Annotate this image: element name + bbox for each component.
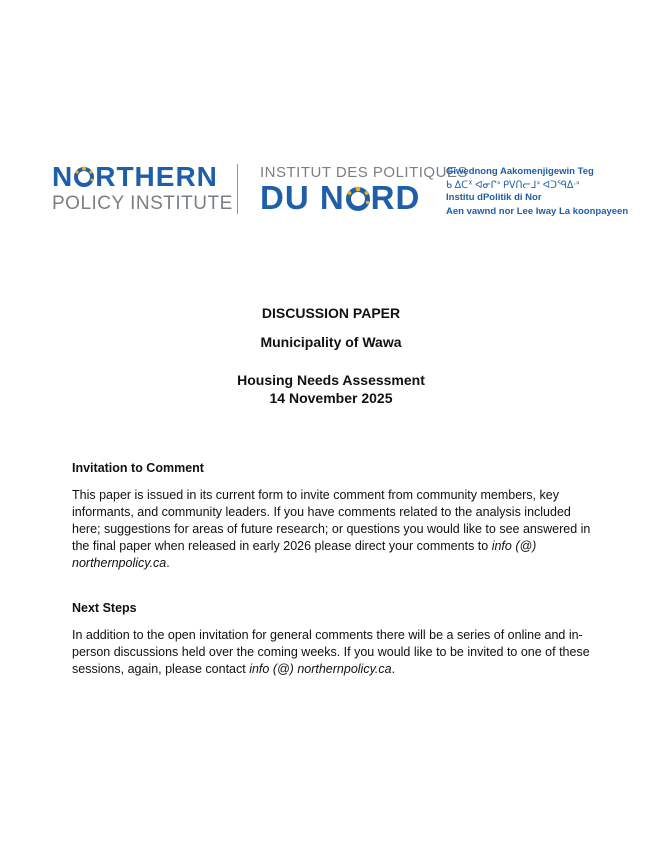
contact-email: info (@) northernpolicy.ca xyxy=(249,662,392,676)
logo-text: N xyxy=(52,161,74,192)
logo-divider xyxy=(237,164,238,214)
logo-text: RTHERN xyxy=(95,161,218,192)
invitation-heading: Invitation to Comment xyxy=(72,461,204,475)
logo-text: RD xyxy=(370,179,421,216)
logo-ring-icon xyxy=(73,166,95,186)
next-steps-paragraph xyxy=(72,627,597,678)
cree-syllabics-name: ᑲ ᐃᑕᕽ ᐊᓂᒋᐣ ᑭᐯᑎᓕᒧᐣ ᐊᑐᕐᑫᐃᐧᐣ xyxy=(446,180,580,191)
paragraph-end: . xyxy=(166,556,170,570)
ojibwe-name: Giwednong Aakomenjigewin Teg xyxy=(446,166,594,177)
document-date: 14 November 2025 xyxy=(269,390,393,406)
policy-institute-text: POLICY INSTITUTE xyxy=(52,193,233,214)
header-logos xyxy=(52,160,632,220)
paragraph-end: . xyxy=(391,662,396,676)
michif-name-2: Aen vawnd nor Lee Iway La koonpayeen xyxy=(446,206,629,217)
paragraph-text: In addition to the open invitation for general comments there will be a series of online and in-person discussions held over the coming weeks. If you would like to be invited to one of these sessions, again, please contact xyxy=(72,628,590,676)
du-nord-logo xyxy=(260,180,420,216)
invitation-paragraph xyxy=(72,487,597,572)
municipality-name: Municipality of Wawa xyxy=(260,334,402,350)
michif-name: Institu dPolitik di Nor xyxy=(446,192,542,203)
next-steps-heading: Next Steps xyxy=(72,601,137,615)
paragraph-text: This paper is issued in its current form to invite comment from community members, key informants, and community leaders. If you have comments related to the analysis included here; suggestions for areas of future research; or questions you would like to see answered in the final paper when released in early 2026 please direct your comments to xyxy=(72,488,591,553)
northern-policy-institute-logo xyxy=(52,162,218,192)
document-type: DISCUSSION PAPER xyxy=(261,305,401,321)
document-title: Housing Needs Assessment xyxy=(237,372,425,388)
institut-des-politiques-text: INSTITUT DES POLITIQUES xyxy=(260,164,468,181)
logo-text: DU N xyxy=(260,179,345,216)
contact-email: info (@) northernpolicy.ca xyxy=(72,539,537,570)
logo-ring-icon xyxy=(345,186,371,209)
